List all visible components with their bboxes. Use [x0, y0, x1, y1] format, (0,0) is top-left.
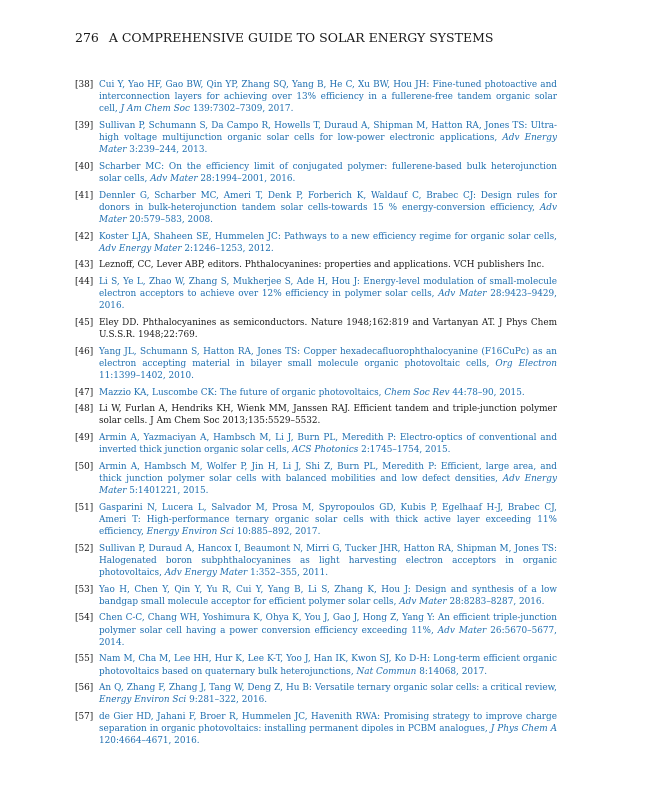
- reference-number: [55]: [75, 654, 94, 665]
- volume-pages-year: 11:1399–1402, 2010.: [99, 371, 194, 382]
- reference-link[interactable]: [99, 432, 557, 456]
- reference-number: [42]: [75, 231, 94, 242]
- volume-pages-year: 28:8283–8287, 2016.: [449, 596, 545, 607]
- journal-name: Adv Mater: [438, 289, 487, 300]
- reference-item: [75, 259, 557, 271]
- journal-name: Adv Energy Mater: [99, 243, 182, 254]
- reference-item: [75, 612, 557, 649]
- running-header: [75, 30, 595, 50]
- reference-number: [47]: [75, 387, 94, 398]
- reference-citation: Yao H, Chen Y, Qin Y, Yu R, Cui Y, Yang B, Li S, Zhang K, Hou J: Design and synthesis of a low bandgap small molecule acceptor for efficient polymer solar cells,: [99, 584, 557, 607]
- reference-citation: An Q, Zhang F, Zhang J, Tang W, Deng Z, Hu B: Versatile ternary organic solar cells: a critical review,: [99, 683, 557, 694]
- volume-pages-year: 120:4664–4671, 2016.: [99, 736, 200, 747]
- reference-number: [49]: [75, 433, 94, 444]
- volume-pages-year: 3:239–244, 2013.: [129, 145, 208, 156]
- reference-item: [75, 502, 557, 539]
- journal-name: Adv Mater: [150, 174, 198, 185]
- reference-item: [75, 653, 557, 677]
- reference-citation: Armin A, Hambsch M, Wolfer P, Jin H, Li J, Shi Z, Burn PL, Meredith P: Efficient, large area, and thick junction polymer solar cells with balanced mobilities and low defect densities,: [99, 461, 557, 484]
- reference-number: [38]: [75, 80, 94, 90]
- reference-link[interactable]: [99, 543, 557, 580]
- reference-item: [75, 161, 557, 185]
- reference-citation: Sullivan P, Schumann S, Da Campo R, Howells T, Duraud A, Shipman M, Hatton RA, Jones TS: Ultra-high voltage multijunction organic solar cells for low-power electronic applications,: [99, 120, 557, 144]
- reference-citation: Mazzio KA, Luscombe CK: The future of organic photovoltaics,: [99, 387, 382, 398]
- volume-pages-year: 5:1401221, 2015.: [129, 486, 209, 497]
- reference-number: [53]: [75, 584, 94, 595]
- reference-item: [75, 584, 557, 608]
- reference-number: [57]: [75, 711, 94, 722]
- reference-number: [40]: [75, 161, 94, 172]
- reference-item: [75, 276, 557, 313]
- running-title: A COMPREHENSIVE GUIDE TO SOLAR ENERGY SYSTEMS: [108, 30, 494, 45]
- reference-item: [75, 317, 557, 341]
- reference-link[interactable]: [99, 584, 557, 608]
- reference-link[interactable]: [99, 387, 557, 399]
- volume-pages-year: 8:14068, 2017.: [419, 666, 488, 677]
- reference-link[interactable]: [99, 612, 557, 649]
- journal-name: Chem Soc Rev: [384, 387, 450, 398]
- reference-number: [39]: [75, 120, 94, 131]
- reference-link[interactable]: [99, 346, 557, 383]
- reference-citation: de Gier HD, Jahani F, Broer R, Hummelen JC, Havenith RWA: Promising strategy to improve charge separation in organic photovoltaics: installing permanent dipoles in PCBM analogues,: [99, 711, 557, 735]
- reference-citation: Eley DD. Phthalocyanines as semiconductors. Nature 1948;162:819 and Vartanyan AT. J Phys Chem U.S.S.R. 1948;22:769.: [99, 317, 557, 341]
- reference-link[interactable]: [99, 120, 557, 157]
- reference-number: [44]: [75, 277, 94, 287]
- reference-number: [45]: [75, 317, 94, 328]
- reference-text: [99, 317, 557, 341]
- reference-link[interactable]: [99, 502, 557, 539]
- reference-item: [75, 682, 557, 706]
- reference-item: [75, 190, 557, 227]
- journal-name: Adv Mater: [99, 202, 557, 226]
- reference-citation: Chen C-C, Chang WH, Yoshimura K, Ohya K, You J, Gao J, Hong Z, Yang Y: An efficient triple-junction polymer solar cell having a power conversion efficiency exceeding 11%,: [99, 613, 557, 636]
- reference-link[interactable]: [99, 711, 557, 748]
- journal-name: Energy Environ Sci: [146, 527, 234, 538]
- reference-citation: Sullivan P, Duraud A, Hancox I, Beaumont N, Mirri G, Tucker JHR, Hatton RA, Shipman M, Jones TS: Halogenated boron subphthalocyanines as light harvesting electron acceptors in organic photovoltaics,: [99, 543, 557, 579]
- reference-citation: Li S, Ye L, Zhao W, Zhang S, Mukherjee S, Ade H, Hou J: Energy-level modulation of small-molecule electron acceptors to achieve over 12% efficiency in polymer solar cells,: [99, 277, 557, 300]
- reference-citation: Leznoff, CC, Lever ABP, editors. Phthalocyanines: properties and applications. VCH publishers Inc.: [99, 260, 545, 271]
- reference-item: [75, 432, 557, 456]
- volume-pages-year: 2:1745–1754, 2015.: [361, 445, 451, 456]
- reference-citation: Armin A, Yazmaciyan A, Hambsch M, Li J, Burn PL, Meredith P: Electro-optics of conventional and inverted thick junction organic solar cells,: [99, 433, 557, 456]
- volume-pages-year: 2:1246–1253, 2012.: [184, 243, 274, 254]
- reference-number: [54]: [75, 613, 94, 624]
- reference-item: [75, 543, 557, 580]
- journal-name: Adv Energy Mater: [99, 474, 557, 497]
- reference-item: [75, 346, 557, 383]
- reference-item: [75, 461, 557, 498]
- journal-name: Energy Environ Sci: [99, 695, 187, 706]
- journal-name: ACS Photonics: [292, 445, 359, 456]
- volume-pages-year: 139:7302–7309, 2017.: [192, 104, 294, 115]
- journal-name: Adv Mater: [437, 625, 487, 636]
- reference-number: [46]: [75, 346, 94, 357]
- journal-name: Nat Commun: [356, 666, 417, 677]
- reference-text: [99, 259, 557, 271]
- volume-pages-year: 44:78–90, 2015.: [452, 387, 525, 398]
- reference-citation: Yang JL, Schumann S, Hatton RA, Jones TS: Copper hexadecafluorophthalocyanine (F16CuPc) as an electron accepting material in bilayer small molecule organic photovoltaic cells,: [99, 346, 557, 369]
- volume-pages-year: 10:885–892, 2017.: [236, 527, 321, 538]
- journal-name: Adv Energy Mater: [164, 568, 248, 579]
- reference-number: [56]: [75, 683, 94, 694]
- reference-number: [41]: [75, 190, 94, 201]
- reference-number: [43]: [75, 260, 94, 271]
- reference-link[interactable]: [99, 231, 557, 255]
- reference-link[interactable]: [99, 682, 557, 706]
- reference-citation: Gasparini N, Lucera L, Salvador M, Prosa M, Spyropoulos GD, Kubis P, Egelhaaf H-J, Brabec CJ, Ameri T: High-performance ternary organic solar cells with thick active layer exceeding 11% efficiency,: [99, 502, 557, 538]
- reference-item: [75, 387, 557, 399]
- volume-pages-year: 28:9423–9429, 2016.: [99, 289, 557, 312]
- page-number: 276: [75, 30, 99, 45]
- volume-pages-year: 9:281–322, 2016.: [189, 695, 268, 706]
- reference-number: [52]: [75, 543, 94, 554]
- reference-citation: Nam M, Cha M, Lee HH, Hur K, Lee K-T, Yoo J, Han IK, Kwon SJ, Ko D-H: Long-term efficient organic photovoltaics based on quaternary bulk heterojunctions,: [99, 654, 557, 677]
- reference-citation: Koster LJA, Shaheen SE, Hummelen JC: Pathways to a new efficiency regime for organic solar cells,: [99, 231, 557, 242]
- reference-item: [75, 79, 557, 116]
- journal-name: Adv Energy Mater: [99, 133, 557, 156]
- volume-pages-year: 28:1994–2001, 2016.: [200, 174, 296, 185]
- reference-link[interactable]: [99, 653, 557, 677]
- reference-citation: Cui Y, Yao HF, Gao BW, Qin YP, Zhang SQ, Yang B, He C, Xu BW, Hou JH: Fine-tuned photoactive and interconnection layers for achieving over 13% efficiency in a fullerene-free tandem organic solar cell,: [99, 80, 557, 115]
- journal-name: J Am Chem Soc: [120, 104, 190, 115]
- reference-number: [48]: [75, 404, 94, 415]
- reference-link[interactable]: [99, 161, 557, 185]
- reference-citation: Scharber MC: On the efficiency limit of conjugated polymer: fullerene-based bulk heterojunction solar cells,: [99, 161, 557, 185]
- reference-item: [75, 231, 557, 255]
- reference-text: [99, 403, 557, 427]
- journal-name: Org Electron: [495, 358, 557, 369]
- reference-citation: Li W, Furlan A, Hendriks KH, Wienk MM, Janssen RAJ. Efficient tandem and triple-junction polymer solar cells. J Am Chem Soc 2013;135:5529–5532.: [99, 404, 557, 427]
- reference-item: [75, 403, 557, 427]
- reference-link[interactable]: [99, 79, 557, 116]
- volume-pages-year: 26:5670–5677, 2014.: [99, 625, 557, 648]
- journal-name: Adv Mater: [399, 596, 447, 607]
- reference-item: [75, 120, 557, 157]
- reference-item: [75, 711, 557, 748]
- reference-link[interactable]: [99, 276, 557, 313]
- reference-citation: Dennler G, Scharber MC, Ameri T, Denk P, Forberich K, Waldauf C, Brabec CJ: Design rules for donors in bulk-heterojunction tandem solar cells-towards 15 % energy-conversion efficiency,: [99, 190, 557, 213]
- reference-link[interactable]: [99, 190, 557, 227]
- reference-link[interactable]: [99, 461, 557, 498]
- reference-list: [75, 79, 557, 748]
- reference-number: [51]: [75, 502, 94, 513]
- volume-pages-year: 1:352–355, 2011.: [250, 568, 329, 579]
- volume-pages-year: 20:579–583, 2008.: [129, 215, 213, 226]
- journal-name: J Phys Chem A: [490, 724, 557, 735]
- reference-number: [50]: [75, 461, 94, 472]
